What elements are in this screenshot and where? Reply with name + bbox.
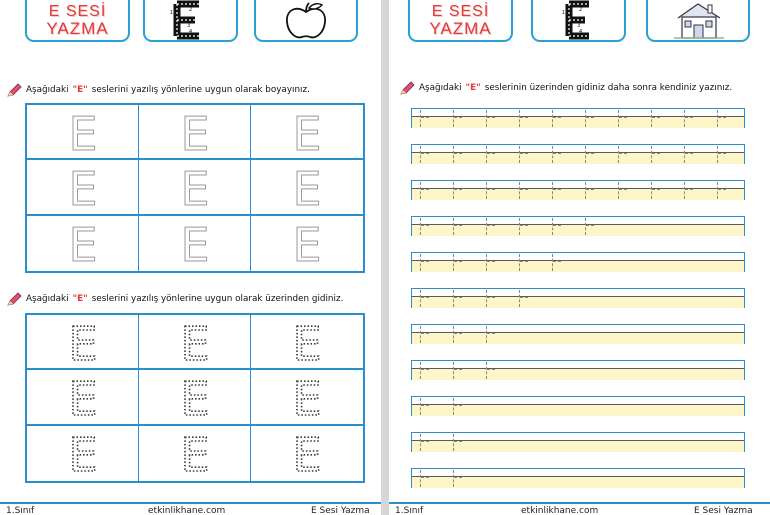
dotted-letter-e bbox=[175, 374, 215, 420]
dotted-letter-e bbox=[420, 434, 422, 451]
title-line-2: YAZMA bbox=[429, 19, 492, 38]
outline-letter-e bbox=[175, 109, 215, 155]
letter-e: E bbox=[67, 163, 98, 210]
dotted-letter-e bbox=[287, 430, 327, 476]
dotted-letter-e bbox=[684, 110, 686, 127]
page-divider bbox=[381, 0, 389, 515]
dotted-letter-e bbox=[453, 326, 455, 343]
dotted-letter-e bbox=[420, 398, 422, 415]
paint-cell[interactable] bbox=[251, 216, 363, 271]
writing-line[interactable] bbox=[411, 468, 745, 488]
writing-line[interactable] bbox=[411, 108, 745, 128]
dotted-letter-e bbox=[486, 254, 488, 271]
dotted-letter-e bbox=[453, 362, 455, 379]
stroke-number: 2 bbox=[189, 7, 193, 13]
dotted-letter-e bbox=[552, 218, 554, 235]
writing-line[interactable] bbox=[411, 432, 745, 452]
dotted-letter-e bbox=[486, 326, 488, 343]
title-box bbox=[408, 0, 513, 42]
dotted-letter-e bbox=[453, 254, 455, 271]
footer-divider bbox=[389, 502, 770, 504]
dotted-letter-e bbox=[420, 146, 422, 163]
dotted-letter-e bbox=[420, 254, 422, 271]
dotted-letter-e bbox=[453, 434, 455, 451]
letter-e: E bbox=[67, 220, 98, 267]
paint-grid bbox=[25, 103, 365, 273]
instruction-text-start: Aşağıdaki bbox=[419, 83, 462, 93]
dotted-letter-e bbox=[519, 254, 521, 271]
writing-line[interactable] bbox=[411, 288, 745, 308]
footer-grade: 1.Sınıf bbox=[6, 506, 35, 515]
letter-e: E bbox=[67, 108, 98, 155]
dotted-letter-e bbox=[684, 146, 686, 163]
letter-e: E bbox=[179, 220, 210, 267]
footer-site: etkinlikhane.com bbox=[148, 506, 226, 515]
stroke-number: 3 bbox=[187, 23, 191, 29]
letter-e: E bbox=[292, 108, 322, 155]
pencil-icon bbox=[6, 292, 22, 306]
trace-cell[interactable] bbox=[139, 370, 251, 425]
outline-letter-e bbox=[175, 220, 215, 266]
letter-e: E bbox=[67, 430, 98, 477]
paint-cell[interactable] bbox=[139, 160, 251, 215]
outline-letter-e bbox=[287, 164, 327, 210]
footer-topic: E Sesi Yazma bbox=[694, 506, 753, 515]
dotted-letter-e bbox=[420, 362, 422, 379]
instruction-trace bbox=[6, 292, 343, 306]
letter-e: E bbox=[179, 373, 210, 420]
instruction-write bbox=[399, 81, 732, 95]
dotted-letter-e bbox=[63, 430, 103, 476]
letter-e: E bbox=[179, 108, 210, 155]
paint-cell[interactable] bbox=[251, 160, 363, 215]
dotted-letter-e bbox=[175, 319, 215, 365]
outline-letter-e bbox=[63, 109, 103, 155]
trace-grid bbox=[25, 313, 365, 483]
e-stroke-order-icon bbox=[145, 0, 236, 40]
footer-divider bbox=[0, 502, 381, 504]
dotted-letter-e bbox=[63, 319, 103, 365]
instruction-text-end: seslerinin üzerinden gidiniz daha sonra kendiniz yazınız. bbox=[484, 83, 733, 93]
outline-letter-e bbox=[287, 220, 327, 266]
trace-cell[interactable] bbox=[251, 315, 363, 370]
writing-line[interactable] bbox=[411, 252, 745, 272]
right-worksheet-page bbox=[389, 0, 770, 515]
dotted-letter-e bbox=[651, 146, 653, 163]
dotted-letter-e bbox=[453, 398, 455, 415]
dotted-letter-e bbox=[585, 218, 587, 235]
instruction-letter: "E" bbox=[465, 83, 481, 93]
dotted-letter-e bbox=[453, 470, 455, 487]
outline-letter-e bbox=[63, 164, 103, 210]
trace-cell[interactable] bbox=[251, 370, 363, 425]
dotted-letter-e bbox=[420, 182, 422, 199]
stroke-order-box bbox=[143, 0, 238, 42]
dotted-letter-e bbox=[420, 218, 422, 235]
dotted-letter-e bbox=[585, 110, 587, 127]
writing-line[interactable] bbox=[411, 180, 745, 200]
stroke-number: 1 bbox=[562, 10, 566, 16]
letter-e: E bbox=[67, 373, 98, 420]
trace-cell[interactable] bbox=[139, 426, 251, 481]
paint-cell[interactable] bbox=[27, 105, 139, 160]
stroke-number: 4 bbox=[579, 29, 583, 35]
stroke-number: 2 bbox=[579, 7, 583, 13]
house-picture-box bbox=[646, 0, 750, 42]
letter-e: E bbox=[292, 220, 322, 267]
dotted-letter-e bbox=[519, 218, 521, 235]
dotted-letter-e bbox=[618, 146, 620, 163]
trace-cell[interactable] bbox=[27, 426, 139, 481]
dotted-letter-e bbox=[585, 182, 587, 199]
dotted-letter-e bbox=[519, 182, 521, 199]
title-line-1: E SESİ bbox=[431, 3, 490, 20]
stroke-number: 1 bbox=[170, 10, 174, 16]
instruction-text-start: Aşağıdaki bbox=[26, 85, 69, 95]
dotted-letter-e bbox=[552, 110, 554, 127]
title-line-1: E SESİ bbox=[48, 3, 107, 20]
dotted-letter-e bbox=[453, 218, 455, 235]
dotted-letter-e bbox=[618, 110, 620, 127]
dotted-letter-e bbox=[175, 430, 215, 476]
dotted-letter-e bbox=[453, 290, 455, 307]
writing-line[interactable] bbox=[411, 396, 745, 416]
apple-icon bbox=[256, 0, 356, 40]
letter-e: E bbox=[292, 430, 322, 477]
dotted-letter-e bbox=[486, 182, 488, 199]
paint-cell[interactable] bbox=[139, 105, 251, 160]
letter-e: E bbox=[179, 163, 210, 210]
paint-cell[interactable] bbox=[27, 216, 139, 271]
writing-line[interactable] bbox=[411, 324, 745, 344]
trace-cell[interactable] bbox=[27, 315, 139, 370]
dotted-letter-e bbox=[453, 182, 455, 199]
dotted-letter-e bbox=[618, 182, 620, 199]
dotted-letter-e bbox=[717, 110, 719, 127]
writing-line[interactable] bbox=[411, 216, 745, 236]
stroke-number: 4 bbox=[189, 29, 193, 35]
footer-site: etkinlikhane.com bbox=[521, 506, 599, 515]
paint-cell[interactable] bbox=[251, 105, 363, 160]
dotted-letter-e bbox=[486, 290, 488, 307]
dotted-letter-e bbox=[287, 319, 327, 365]
stroke-number: 3 bbox=[577, 23, 581, 29]
footer-topic: E Sesi Yazma bbox=[311, 506, 370, 515]
dotted-letter-e bbox=[287, 374, 327, 420]
dotted-letter-e bbox=[684, 182, 686, 199]
footer-grade: 1.Sınıf bbox=[395, 506, 424, 515]
trace-cell[interactable] bbox=[139, 315, 251, 370]
letter-e: E bbox=[292, 318, 322, 365]
dotted-letter-e bbox=[420, 290, 422, 307]
title-line-2: YAZMA bbox=[46, 19, 109, 38]
writing-line[interactable] bbox=[411, 144, 745, 164]
dotted-letter-e bbox=[453, 110, 455, 127]
dotted-letter-e bbox=[651, 110, 653, 127]
trace-cell[interactable] bbox=[27, 370, 139, 425]
outline-letter-e bbox=[175, 164, 215, 210]
dotted-letter-e bbox=[552, 146, 554, 163]
letter-e: E bbox=[292, 373, 322, 420]
instruction-text-start: Aşağıdaki bbox=[26, 294, 69, 304]
trace-cell[interactable] bbox=[251, 426, 363, 481]
dotted-letter-e bbox=[486, 146, 488, 163]
apple-picture-box bbox=[254, 0, 358, 42]
dotted-letter-e bbox=[486, 362, 488, 379]
e-stroke-order-icon bbox=[533, 0, 624, 40]
dotted-letter-e bbox=[420, 110, 422, 127]
title-box bbox=[25, 0, 130, 42]
paint-cell[interactable] bbox=[139, 216, 251, 271]
dotted-letter-e bbox=[651, 182, 653, 199]
dotted-letter-e bbox=[63, 374, 103, 420]
dotted-letter-e bbox=[519, 290, 521, 307]
dotted-letter-e bbox=[519, 146, 521, 163]
dotted-letter-e bbox=[420, 326, 422, 343]
dotted-letter-e bbox=[717, 182, 719, 199]
pencil-icon bbox=[399, 81, 415, 95]
instruction-letter: "E" bbox=[72, 294, 88, 304]
dotted-letter-e bbox=[486, 110, 488, 127]
dotted-letter-e bbox=[519, 110, 521, 127]
dotted-letter-e bbox=[486, 218, 488, 235]
instruction-text-end: seslerini yazılış yönlerine uygun olarak boyayınız. bbox=[91, 85, 310, 95]
instruction-paint bbox=[6, 83, 310, 97]
letter-e: E bbox=[292, 163, 322, 210]
stroke-order-box bbox=[531, 0, 626, 42]
dotted-letter-e bbox=[585, 146, 587, 163]
dotted-letter-e bbox=[420, 470, 422, 487]
dotted-letter-e bbox=[717, 146, 719, 163]
house-icon bbox=[648, 0, 748, 40]
instruction-letter: "E" bbox=[72, 85, 88, 95]
instruction-text-end: seslerini yazılış yönlerine uygun olarak üzerinden gidiniz. bbox=[91, 294, 344, 304]
letter-e: E bbox=[179, 430, 210, 477]
writing-line[interactable] bbox=[411, 360, 745, 380]
left-worksheet-page bbox=[0, 0, 381, 515]
letter-e: E bbox=[179, 318, 210, 365]
letter-e: E bbox=[67, 318, 98, 365]
dotted-letter-e bbox=[453, 146, 455, 163]
outline-letter-e bbox=[63, 220, 103, 266]
paint-cell[interactable] bbox=[27, 160, 139, 215]
dotted-letter-e bbox=[552, 182, 554, 199]
outline-letter-e bbox=[287, 109, 327, 155]
pencil-icon bbox=[6, 83, 22, 97]
dotted-letter-e bbox=[552, 254, 554, 271]
